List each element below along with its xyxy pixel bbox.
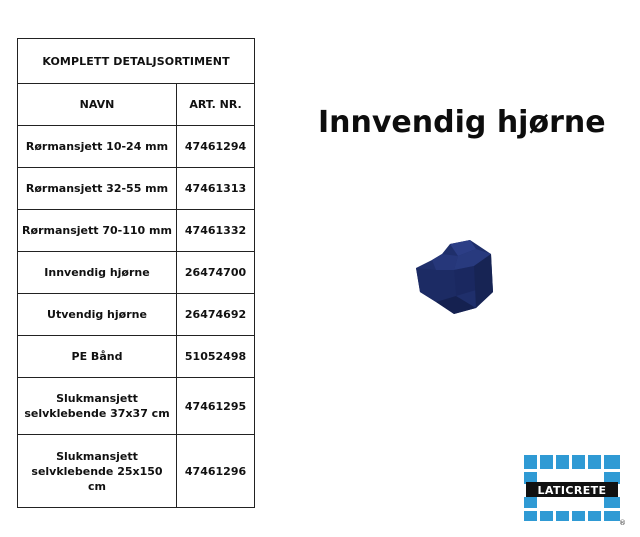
column-header-name: NAVN xyxy=(18,84,177,126)
row-name: Slukmansjett selvklebende 25x150 cm xyxy=(18,435,177,508)
row-name: Rørmansjett 70-110 mm xyxy=(18,210,177,252)
logo-text: LATICRETE xyxy=(537,484,607,497)
product-table xyxy=(17,38,255,508)
table-row xyxy=(18,294,255,336)
row-art-nr: 47461313 xyxy=(177,168,255,210)
row-art-nr: 47461295 xyxy=(177,378,255,435)
row-name: PE Bånd xyxy=(18,336,177,378)
table-title-row xyxy=(18,39,255,84)
table-title: KOMPLETT DETALJSORTIMENT xyxy=(18,39,255,84)
table-row xyxy=(18,168,255,210)
registered-mark: ® xyxy=(619,519,626,527)
row-art-nr: 47461296 xyxy=(177,435,255,508)
inside-corner-icon xyxy=(414,240,494,314)
table-row xyxy=(18,336,255,378)
column-header-art-nr: ART. NR. xyxy=(177,84,255,126)
table-row xyxy=(18,435,255,508)
table-row xyxy=(18,126,255,168)
table-row xyxy=(18,378,255,435)
row-art-nr: 47461332 xyxy=(177,210,255,252)
product-title: Innvendig hjørne xyxy=(318,105,606,140)
row-name: Innvendig hjørne xyxy=(18,252,177,294)
row-art-nr: 26474692 xyxy=(177,294,255,336)
product-table-container xyxy=(17,38,254,508)
row-name: Slukmansjett selvklebende 37x37 cm xyxy=(18,378,177,435)
table-row xyxy=(18,210,255,252)
row-name: Rørmansjett 32-55 mm xyxy=(18,168,177,210)
table-row xyxy=(18,252,255,294)
row-name: Utvendig hjørne xyxy=(18,294,177,336)
row-art-nr: 51052498 xyxy=(177,336,255,378)
table-header-row xyxy=(18,84,255,126)
row-art-nr: 47461294 xyxy=(177,126,255,168)
row-art-nr: 26474700 xyxy=(177,252,255,294)
row-name: Rørmansjett 10-24 mm xyxy=(18,126,177,168)
